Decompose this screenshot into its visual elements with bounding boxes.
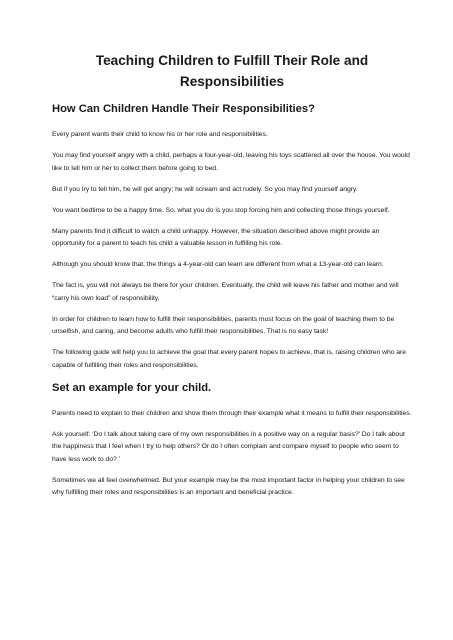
- paragraph: The fact is, you will not always be there for your children. Eventually, the child will leave his father and mother and will “carry his own load” of responsibility.: [52, 282, 399, 302]
- section-responsibilities: [52, 102, 412, 372]
- paragraph: You may find yourself angry with a child, perhaps a four-year-old, leaving his toys scattered all over the house. You would like to tell him or her to collect them before going to bed.: [52, 152, 410, 172]
- paragraph: The following guide will help you to achieve the goal that every parent hopes to achieve, that is, raising children who are capable of fulfilling their roles and responsibilities.: [52, 349, 406, 369]
- section-set-example: [52, 381, 412, 500]
- document-page: [52, 50, 412, 508]
- paragraph: Parents need to explain to their children and show them through their example what it means to fulfill their responsibilities.: [52, 409, 412, 417]
- section-heading: Set an example for your child.: [52, 381, 212, 394]
- paragraph: You want bedtime to be a happy time. So, what you do is you stop forcing him and collecting those things yourself.: [52, 206, 390, 214]
- paragraph: In order for children to learn how to fulfill their responsibilities, parents must focus on the goal of teaching them to be unselfish, and caring, and become adults who fulfill their responsibilities. That is no easy task!: [52, 315, 395, 335]
- section-heading: How Can Children Handle Their Responsibilities?: [52, 103, 315, 115]
- paragraph: Although you should know that, the things a 4-year-old can learn are different from what a 13-year-old can learn.: [52, 261, 384, 268]
- paragraph: But if you try to tell him, he will get angry; he will scream and act rudely. So you may find yourself angry.: [52, 185, 358, 193]
- document-title: Teaching Children to Fulfill Their Role and Responsibilities: [95, 53, 369, 89]
- paragraph: Sometimes we all feel overwhelmed. But your example may be the most important factor in helping your children to see why fulfilling their roles and responsibilities is an important and beneficial practice.: [52, 476, 405, 496]
- paragraph: Every parent wants their child to know his or her role and responsibilities.: [52, 131, 268, 138]
- paragraph: Many parents find it difficult to watch a child unhappy. However, the situation described above might provide an opportunity for a parent to teach his child a valuable lesson in fulfilling his role.: [52, 227, 380, 247]
- paragraph: Ask yourself: ‘Do I talk about taking care of my own responsibilities in a positive way on a regular basis?’ Do I talk about the happiness that I feel when I try to help others? Or do I often complain and compare myself to people who seem to have less work to do? ’: [52, 430, 405, 463]
